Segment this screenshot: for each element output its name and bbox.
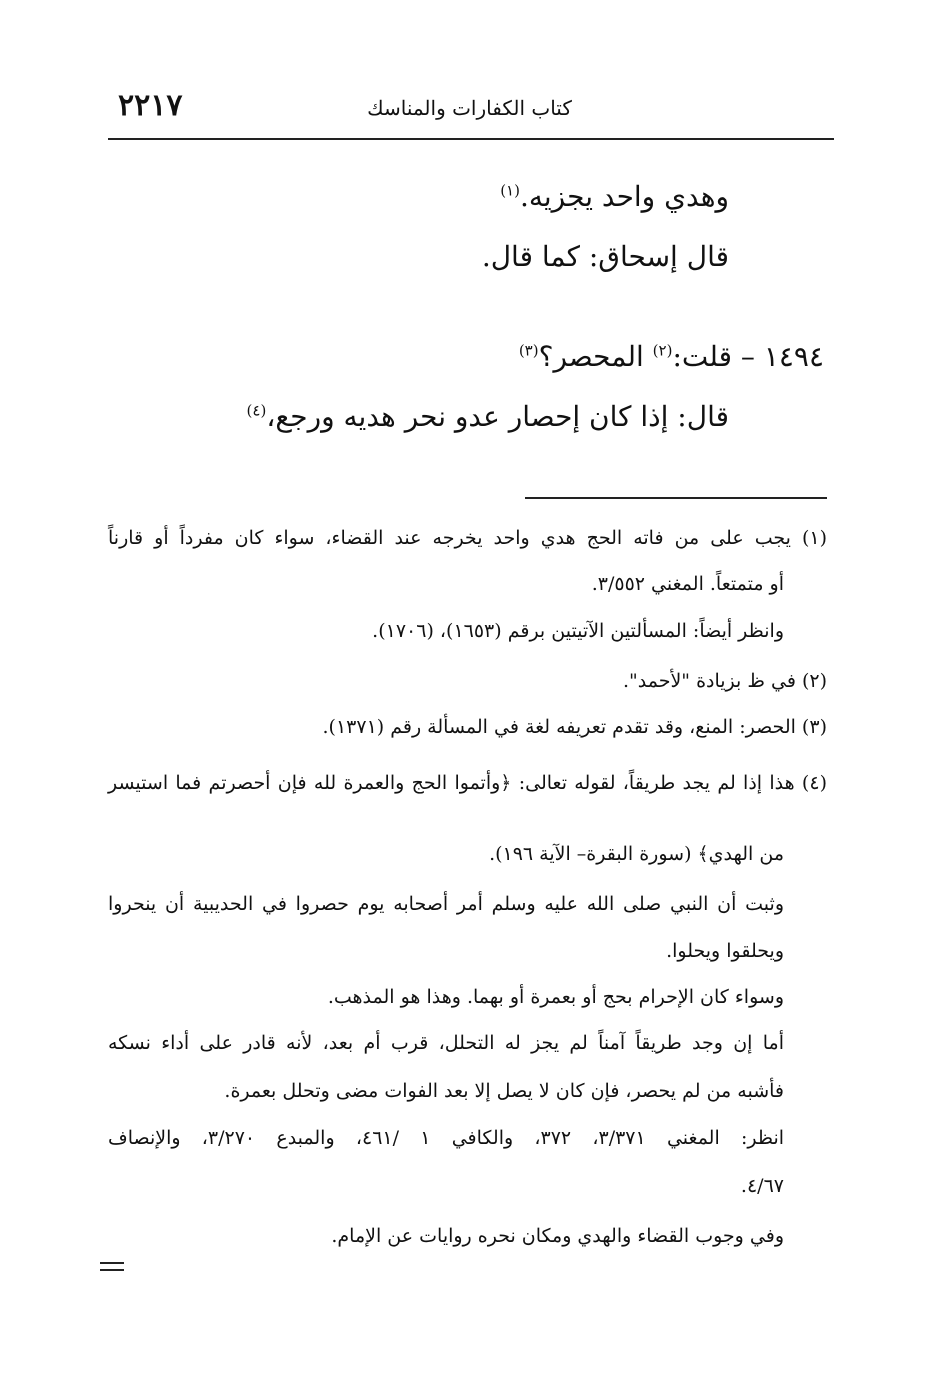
main-text-line (500, 180, 729, 213)
footnote-4-line: من الهدي﴾ (سورة البقرة– الآية ١٩٦). (489, 843, 784, 865)
footnote-2: (٢) في ظ بزيادة "لأحمد". (622, 670, 827, 692)
answer-text: قال: إذا كان إحصار عدو نحر هديه ورجع، (266, 400, 729, 433)
footnote-4-line: فأشبه من لم يحصر، فإن كان لا يصل إلا بعد الفوات مضى وتحلل بعمرة. (224, 1080, 784, 1102)
running-title: كتاب الكفارات والمناسك (367, 96, 572, 120)
footnote-4-line: (٤) هذا إذا لم يجد طريقاً، لقوله تعالى: ﴿وأتموا الحج والعمرة لله فإن أحصرتم فما استيسر (108, 772, 827, 794)
footnote-4-line: ويحلقوا ويحلوا. (666, 940, 784, 962)
page-number: ٢٢١٧ (118, 88, 183, 123)
main-text: وهدي واحد يجزيه. (519, 180, 729, 213)
main-text-line: قال إسحاق: كما قال. (481, 240, 729, 273)
continuation-mark (100, 1262, 124, 1276)
footnote-1-line: أو متمتعاً. المغني ٣/٥٥٢. (591, 573, 784, 595)
footnote-1-line: وانظر أيضاً: المسألتين الآتيتين برقم (١٦٥٣)، (١٧٠٦). (372, 620, 784, 642)
footnote-ref: (٣) (518, 341, 539, 360)
footnote-separator (525, 497, 827, 499)
footnote-3: (٣) الحصر: المنع، وقد تقدم تعريفه لغة في المسألة رقم (١٣٧١). (322, 716, 827, 738)
footnote-4-line: ٤/٦٧. (740, 1175, 784, 1197)
question-text: المحصر؟ (538, 340, 653, 373)
question-number: ١٤٩٤ – قلت: (672, 340, 824, 373)
footnote-ref: (٤) (246, 401, 267, 420)
footnote-ref: (١) (500, 181, 520, 200)
question-line (519, 340, 824, 373)
header-rule (108, 138, 834, 140)
footnote-4-line: انظر: المغني ٣/٣٧١، ٣٧٢، والكافي ١ /٤٦١، والمبدع ٣/٢٧٠، والإنصاف (108, 1127, 785, 1149)
footnote-4-line: وفي وجوب القضاء والهدي ومكان نحره روايات عن الإمام. (331, 1225, 784, 1247)
footnote-1-line: (١) يجب على من فاته الحج هدي واحد يخرجه عند القضاء، سواء كان مفرداً أو قارناً (108, 527, 827, 549)
footnote-4-line: وثبت أن النبي صلى الله عليه وسلم أمر أصحابه يوم حصروا في الحديبية أن ينحروا (108, 893, 784, 915)
footnote-4-line: وسواء كان الإحرام بحج أو بعمرة أو بهما. وهذا هو المذهب. (327, 986, 784, 1008)
answer-line (247, 400, 729, 433)
footnote-ref: (٢) (652, 341, 673, 360)
footnote-4-line: أما إن وجد طريقاً آمناً لم يجز له التحلل، قرب أم بعد، لأنه قادر على أداء نسكه (108, 1032, 784, 1054)
